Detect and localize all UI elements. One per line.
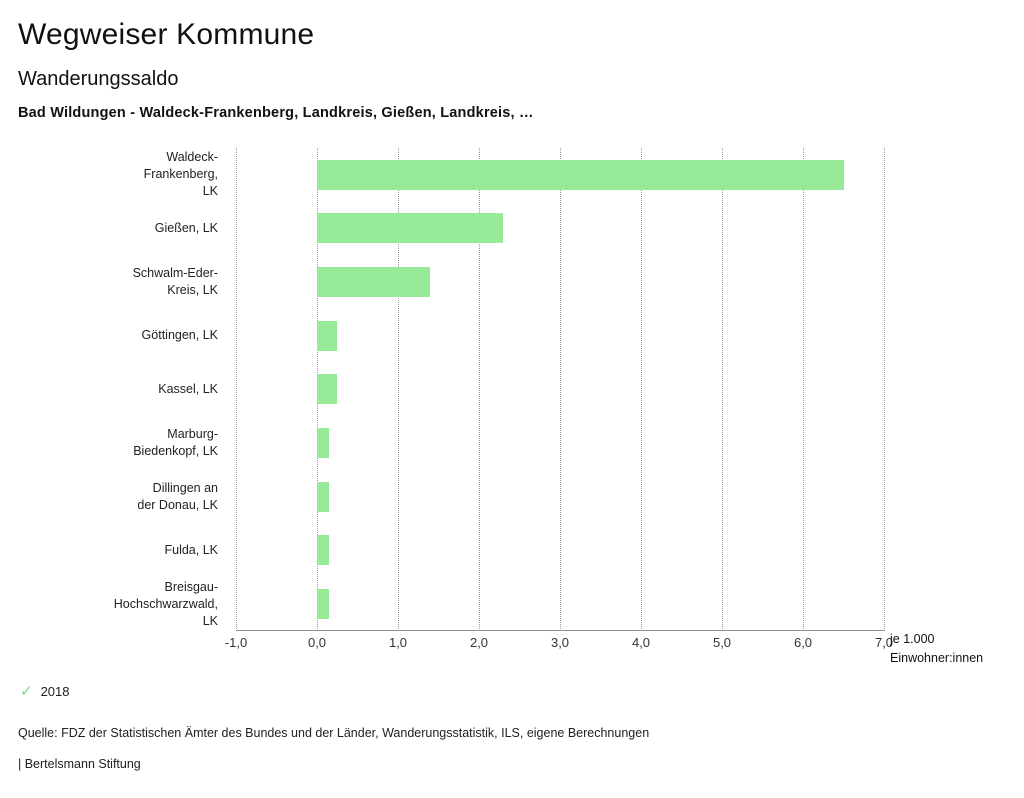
axis-unit-line1: je 1.000 — [890, 632, 935, 646]
category-label-line: Schwalm-Eder- — [132, 266, 218, 281]
category-label-line: Kreis, LK — [167, 283, 218, 298]
chart-subtitle: Wanderungssaldo — [18, 68, 179, 90]
category-label-line: Biedenkopf, LK — [133, 444, 218, 459]
bar-track — [236, 416, 884, 470]
category-label-line: LK — [202, 184, 218, 199]
bar-rows — [18, 148, 1008, 631]
bar[interactable] — [317, 589, 329, 619]
category-label-line: Breisgau- — [164, 579, 218, 594]
category-label-line: Frankenberg, — [143, 167, 218, 182]
category-label-line: Fulda, LK — [164, 542, 218, 557]
category-label — [18, 149, 218, 200]
category-label — [18, 579, 218, 630]
category-label-line: Dillingen an — [152, 480, 218, 495]
x-tick-label: 2,0 — [469, 635, 489, 650]
bar-track — [236, 363, 884, 417]
category-label-line: Marburg- — [167, 427, 218, 442]
bar[interactable] — [317, 160, 844, 190]
bar-row — [18, 255, 1008, 309]
category-label — [18, 480, 218, 514]
region-selection-label: Bad Wildungen - Waldeck-Frankenberg, Landkreis, Gießen, Landkreis, … — [18, 105, 534, 121]
bar[interactable] — [317, 321, 337, 351]
category-label — [18, 381, 218, 398]
x-tick-label: 0,0 — [307, 635, 327, 650]
bar-track — [236, 202, 884, 256]
bar-track — [236, 524, 884, 578]
bar-track — [236, 309, 884, 363]
x-tick-label: 5,0 — [712, 635, 732, 650]
bar-row — [18, 309, 1008, 363]
category-label-line: Hochschwarzwald, — [113, 596, 218, 611]
bar[interactable] — [317, 428, 329, 458]
bar-row — [18, 416, 1008, 470]
bar-track — [236, 577, 884, 631]
category-label — [18, 426, 218, 460]
category-label — [18, 220, 218, 237]
bar-chart — [18, 148, 1008, 665]
check-icon: ✓ — [20, 683, 33, 700]
x-tick-label: 6,0 — [793, 635, 813, 650]
publisher-note: | Bertelsmann Stiftung — [18, 757, 141, 771]
bar-track — [236, 470, 884, 524]
category-label-line: Göttingen, LK — [141, 328, 218, 343]
category-label — [18, 327, 218, 344]
category-label-line: Kassel, LK — [158, 381, 218, 396]
bar[interactable] — [317, 374, 337, 404]
bar-row — [18, 524, 1008, 578]
bar-row — [18, 202, 1008, 256]
bar-row — [18, 148, 1008, 202]
page-title: Wegweiser Kommune — [18, 18, 315, 51]
bar[interactable] — [317, 535, 329, 565]
chart-legend[interactable] — [20, 684, 70, 699]
x-tick-label: 1,0 — [388, 635, 408, 650]
bar-row — [18, 363, 1008, 417]
axis-unit-line2: Einwohner:innen — [890, 651, 984, 665]
bar[interactable] — [317, 482, 329, 512]
x-tick-label: 7,0 — [874, 635, 894, 650]
axis-unit-label — [890, 630, 1010, 668]
category-label-line: Waldeck- — [166, 150, 218, 165]
x-tick-label: 3,0 — [550, 635, 570, 650]
bar-track — [236, 255, 884, 309]
bar[interactable] — [317, 213, 503, 243]
bar-row — [18, 577, 1008, 631]
x-tick-label: 4,0 — [631, 635, 651, 650]
bar-track — [236, 148, 884, 202]
category-label-line: LK — [202, 613, 218, 628]
category-label-line: der Donau, LK — [137, 497, 218, 512]
source-note: Quelle: FDZ der Statistischen Ämter des Bundes und der Länder, Wanderungsstatistik, ILS, eigene Berechnungen — [18, 726, 650, 740]
bar-row — [18, 470, 1008, 524]
category-label — [18, 265, 218, 299]
bar[interactable] — [317, 267, 430, 297]
category-label-line: Gießen, LK — [154, 220, 218, 235]
category-label — [18, 542, 218, 559]
legend-item-label: 2018 — [40, 684, 70, 699]
x-tick-label: -1,0 — [224, 635, 248, 650]
